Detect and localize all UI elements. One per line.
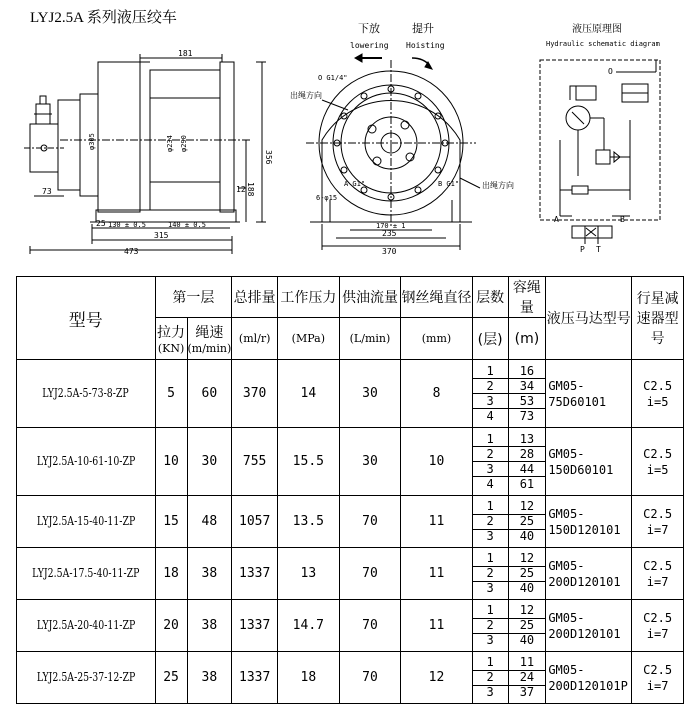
header-pressure-unit: (MPa) [278, 318, 340, 360]
displacement-value: 755 [232, 428, 278, 496]
header-flow-unit: (L/min) [339, 318, 401, 360]
layers-cell [472, 652, 508, 704]
dim-73: 73 [42, 187, 52, 196]
speed-value: 30 [187, 428, 232, 496]
layer-value: 1 [473, 500, 508, 515]
header-capacity-unit: (m) [508, 318, 546, 360]
dim-370: 370 [382, 247, 397, 256]
capacity-value: 13 [509, 432, 546, 447]
pressure-value: 18 [278, 652, 340, 704]
header-capacity: 容绳量 [508, 277, 546, 318]
front-view-drawing [306, 54, 480, 250]
displacement-value: 1337 [232, 548, 278, 600]
dim-phi290: φ290 [180, 135, 188, 152]
layers-cell [472, 548, 508, 600]
model-name: LYJ2.5A-5-73-8-ZP [42, 386, 130, 400]
displacement-value: 370 [232, 360, 278, 428]
schematic-title-cn: 液压原理图 [572, 24, 622, 35]
rope-diameter-value: 8 [401, 360, 472, 428]
capacity-value: 61 [519, 476, 535, 491]
layers-cell [472, 600, 508, 652]
layer-value: 2 [473, 379, 508, 394]
speed-value: 38 [187, 600, 232, 652]
layers-cell [472, 496, 508, 548]
layer-value: 4 [486, 476, 494, 491]
header-displacement: 总排量 [232, 277, 278, 318]
pull-value: 15 [155, 496, 187, 548]
header-flow: 供油流量 [339, 277, 401, 318]
pressure-value: 13 [278, 548, 340, 600]
spec-table [16, 276, 684, 704]
capacity-cell [508, 428, 546, 496]
motor-model-line1: GM05- [548, 378, 585, 393]
header-layers-unit: (层) [472, 318, 508, 360]
capacity-value: 40 [519, 581, 535, 595]
reducer-model-line2: i=7 [646, 522, 669, 537]
rope-diameter-value: 11 [401, 600, 472, 652]
header-pull: 拉力 [157, 325, 186, 341]
page-title: LYJ2.5A 系列液压绞车 [30, 10, 177, 26]
layer-value: 3 [473, 462, 508, 477]
reducer-cell [632, 428, 684, 496]
schematic-port-b: B [620, 215, 625, 224]
header-first-layer: 第一层 [155, 277, 232, 318]
motor-model-line2: 200D120101P [548, 678, 628, 693]
capacity-value: 12 [509, 552, 546, 567]
pull-value: 25 [155, 652, 187, 704]
layer-value: 4 [486, 408, 494, 423]
capacity-value: 53 [509, 394, 546, 409]
model-name: LYJ2.5A-17.5-40-11-ZP [32, 566, 140, 580]
flow-value: 30 [339, 360, 401, 428]
reducer-model-line2: i=7 [646, 678, 669, 693]
layer-value: 3 [486, 581, 494, 595]
dim-170: 170 ± 1 [376, 222, 406, 230]
flow-value: 70 [339, 652, 401, 704]
dim-12: 12 [236, 185, 246, 194]
motor-cell [546, 360, 632, 428]
motor-model-line2: 150D120101 [548, 522, 621, 537]
displacement-value: 1337 [232, 652, 278, 704]
dim-140: 140 ± 0.5 [168, 221, 206, 229]
layers-cell [472, 428, 508, 496]
pull-value: 20 [155, 600, 187, 652]
dim-181: 181 [178, 49, 193, 58]
header-speed: 绳速 [195, 325, 224, 341]
layer-value: 1 [473, 552, 508, 567]
capacity-value: 37 [519, 685, 535, 699]
technical-drawings [0, 0, 690, 275]
capacity-value: 73 [519, 408, 535, 423]
dim-235: 235 [382, 229, 397, 238]
model-cell [17, 548, 156, 600]
capacity-cell [508, 652, 546, 704]
table-row [17, 548, 684, 600]
dim-phi234: φ234 [166, 135, 174, 152]
dim-130: 130 ± 0.5 [108, 221, 146, 229]
capacity-value: 34 [509, 379, 546, 394]
motor-model-line1: GM05- [548, 662, 585, 677]
capacity-value: 24 [509, 670, 546, 685]
hoisting-label-en: Hoisting [406, 41, 445, 50]
reducer-cell [632, 652, 684, 704]
model-name: LYJ2.5A-15-40-11-ZP [36, 514, 135, 528]
pressure-value: 14 [278, 360, 340, 428]
motor-model-line2: 200D120101 [548, 574, 621, 589]
header-displacement-unit: (ml/r) [232, 318, 278, 360]
capacity-value: 12 [509, 604, 546, 619]
table-row [17, 496, 684, 548]
header-layers: 层数 [472, 277, 508, 318]
table-row [17, 600, 684, 652]
dim-phi305: φ305 [88, 133, 96, 150]
capacity-cell [508, 360, 546, 428]
layer-value: 2 [473, 514, 508, 529]
rope-out-right-label: 出绳方向 [482, 181, 514, 190]
schematic-port-t: T [596, 245, 601, 254]
layer-value: 1 [473, 604, 508, 619]
layers-cell [472, 360, 508, 428]
motor-model-line1: GM05- [548, 610, 585, 625]
header-pull-cell [155, 318, 187, 360]
motor-cell [546, 428, 632, 496]
rope-out-left-label: 出绳方向 [290, 91, 322, 100]
port-b-label: B G1" [438, 180, 460, 188]
capacity-cell [508, 548, 546, 600]
speed-value: 38 [187, 548, 232, 600]
dim-315: 315 [154, 231, 169, 240]
motor-model-line2: 200D120101 [548, 626, 621, 641]
pull-value: 5 [155, 360, 187, 428]
model-name: LYJ2.5A-10-61-10-ZP [36, 454, 135, 468]
capacity-value: 44 [509, 462, 546, 477]
model-cell [17, 652, 156, 704]
reducer-model-line2: i=7 [646, 626, 669, 641]
schematic-port-o: O [608, 67, 613, 76]
rope-diameter-value: 11 [401, 496, 472, 548]
model-cell [17, 496, 156, 548]
header-pull-unit: (KN) [157, 342, 185, 355]
schematic-title-en: Hydraulic schematic diagram [546, 40, 660, 48]
displacement-value: 1057 [232, 496, 278, 548]
capacity-value: 16 [509, 364, 546, 379]
port-o-label: O G1/4" [318, 74, 348, 82]
dim-356: 356 [264, 150, 273, 165]
reducer-cell [632, 600, 684, 652]
table-row [17, 360, 684, 428]
header-motor: 液压马达型号 [546, 277, 632, 360]
dim-473: 473 [124, 247, 139, 256]
reducer-model-line1: C2.5 [643, 662, 673, 677]
model-cell [17, 360, 156, 428]
schematic-port-a: A [554, 215, 559, 224]
capacity-cell [508, 496, 546, 548]
header-speed-unit: (m/min) [187, 342, 232, 355]
header-speed-cell [187, 318, 232, 360]
table-row [17, 652, 684, 704]
reducer-model-line2: i=5 [646, 462, 669, 477]
capacity-value: 25 [509, 618, 546, 633]
pull-value: 10 [155, 428, 187, 496]
layer-value: 1 [473, 432, 508, 447]
reducer-cell [632, 548, 684, 600]
flow-value: 70 [339, 600, 401, 652]
capacity-value: 25 [509, 514, 546, 529]
pressure-value: 14.7 [278, 600, 340, 652]
capacity-value: 11 [509, 656, 546, 671]
reducer-cell [632, 496, 684, 548]
rope-diameter-value: 12 [401, 652, 472, 704]
reducer-model-line1: C2.5 [643, 446, 673, 461]
layer-value: 1 [473, 656, 508, 671]
layer-value: 1 [473, 364, 508, 379]
model-cell [17, 428, 156, 496]
reducer-cell [632, 360, 684, 428]
dim-188: 188 [246, 182, 255, 197]
motor-model-line1: GM05- [548, 506, 585, 521]
pull-value: 18 [155, 548, 187, 600]
motor-model-line2: 75D60101 [548, 394, 607, 409]
motor-model-line1: GM05- [548, 558, 585, 573]
capacity-value: 40 [519, 529, 535, 543]
speed-value: 48 [187, 496, 232, 548]
pressure-value: 13.5 [278, 496, 340, 548]
motor-cell [546, 496, 632, 548]
lowering-label-en: lowering [350, 41, 389, 50]
reducer-model-line2: i=5 [646, 394, 669, 409]
lowering-label-cn: 下放 [358, 22, 380, 35]
reducer-model-line1: C2.5 [643, 610, 673, 625]
header-rope-diameter-unit: (mm) [401, 318, 472, 360]
flow-value: 70 [339, 496, 401, 548]
header-pressure: 工作压力 [278, 277, 340, 318]
layer-value: 2 [473, 618, 508, 633]
capacity-value: 25 [509, 566, 546, 581]
model-name: LYJ2.5A-20-40-11-ZP [36, 618, 135, 632]
layer-value: 2 [473, 670, 508, 685]
flow-value: 70 [339, 548, 401, 600]
displacement-value: 1337 [232, 600, 278, 652]
pressure-value: 15.5 [278, 428, 340, 496]
layer-value: 3 [473, 394, 508, 409]
port-a-label: A G1" [344, 180, 366, 188]
rope-diameter-value: 10 [401, 428, 472, 496]
capacity-cell [508, 600, 546, 652]
header-reducer: 行星减速器型号 [632, 277, 684, 360]
speed-value: 38 [187, 652, 232, 704]
capacity-value: 28 [509, 447, 546, 462]
capacity-value: 40 [519, 633, 535, 647]
table-row [17, 428, 684, 496]
reducer-model-line1: C2.5 [643, 378, 673, 393]
capacity-value: 12 [509, 500, 546, 515]
model-name: LYJ2.5A-25-37-12-ZP [36, 670, 135, 684]
speed-value: 60 [187, 360, 232, 428]
layer-value: 3 [486, 529, 494, 543]
motor-model-line2: 150D60101 [548, 462, 614, 477]
motor-cell [546, 652, 632, 704]
reducer-model-line2: i=7 [646, 574, 669, 589]
hoisting-label-cn: 提升 [412, 22, 434, 35]
motor-cell [546, 548, 632, 600]
layer-value: 3 [486, 633, 494, 647]
header-model: 型号 [17, 277, 156, 360]
hole-spec-label: 6-φ15 [316, 194, 338, 202]
motor-model-line1: GM05- [548, 446, 585, 461]
header-rope-diameter: 钢丝绳直径 [401, 277, 472, 318]
dim-25: 25 [96, 219, 106, 228]
layer-value: 2 [473, 447, 508, 462]
rope-diameter-value: 11 [401, 548, 472, 600]
motor-cell [546, 600, 632, 652]
flow-value: 30 [339, 428, 401, 496]
reducer-model-line1: C2.5 [643, 506, 673, 521]
layer-value: 3 [486, 685, 494, 699]
layer-value: 2 [473, 566, 508, 581]
schematic-port-p: P [580, 245, 585, 254]
model-cell [17, 600, 156, 652]
reducer-model-line1: C2.5 [643, 558, 673, 573]
